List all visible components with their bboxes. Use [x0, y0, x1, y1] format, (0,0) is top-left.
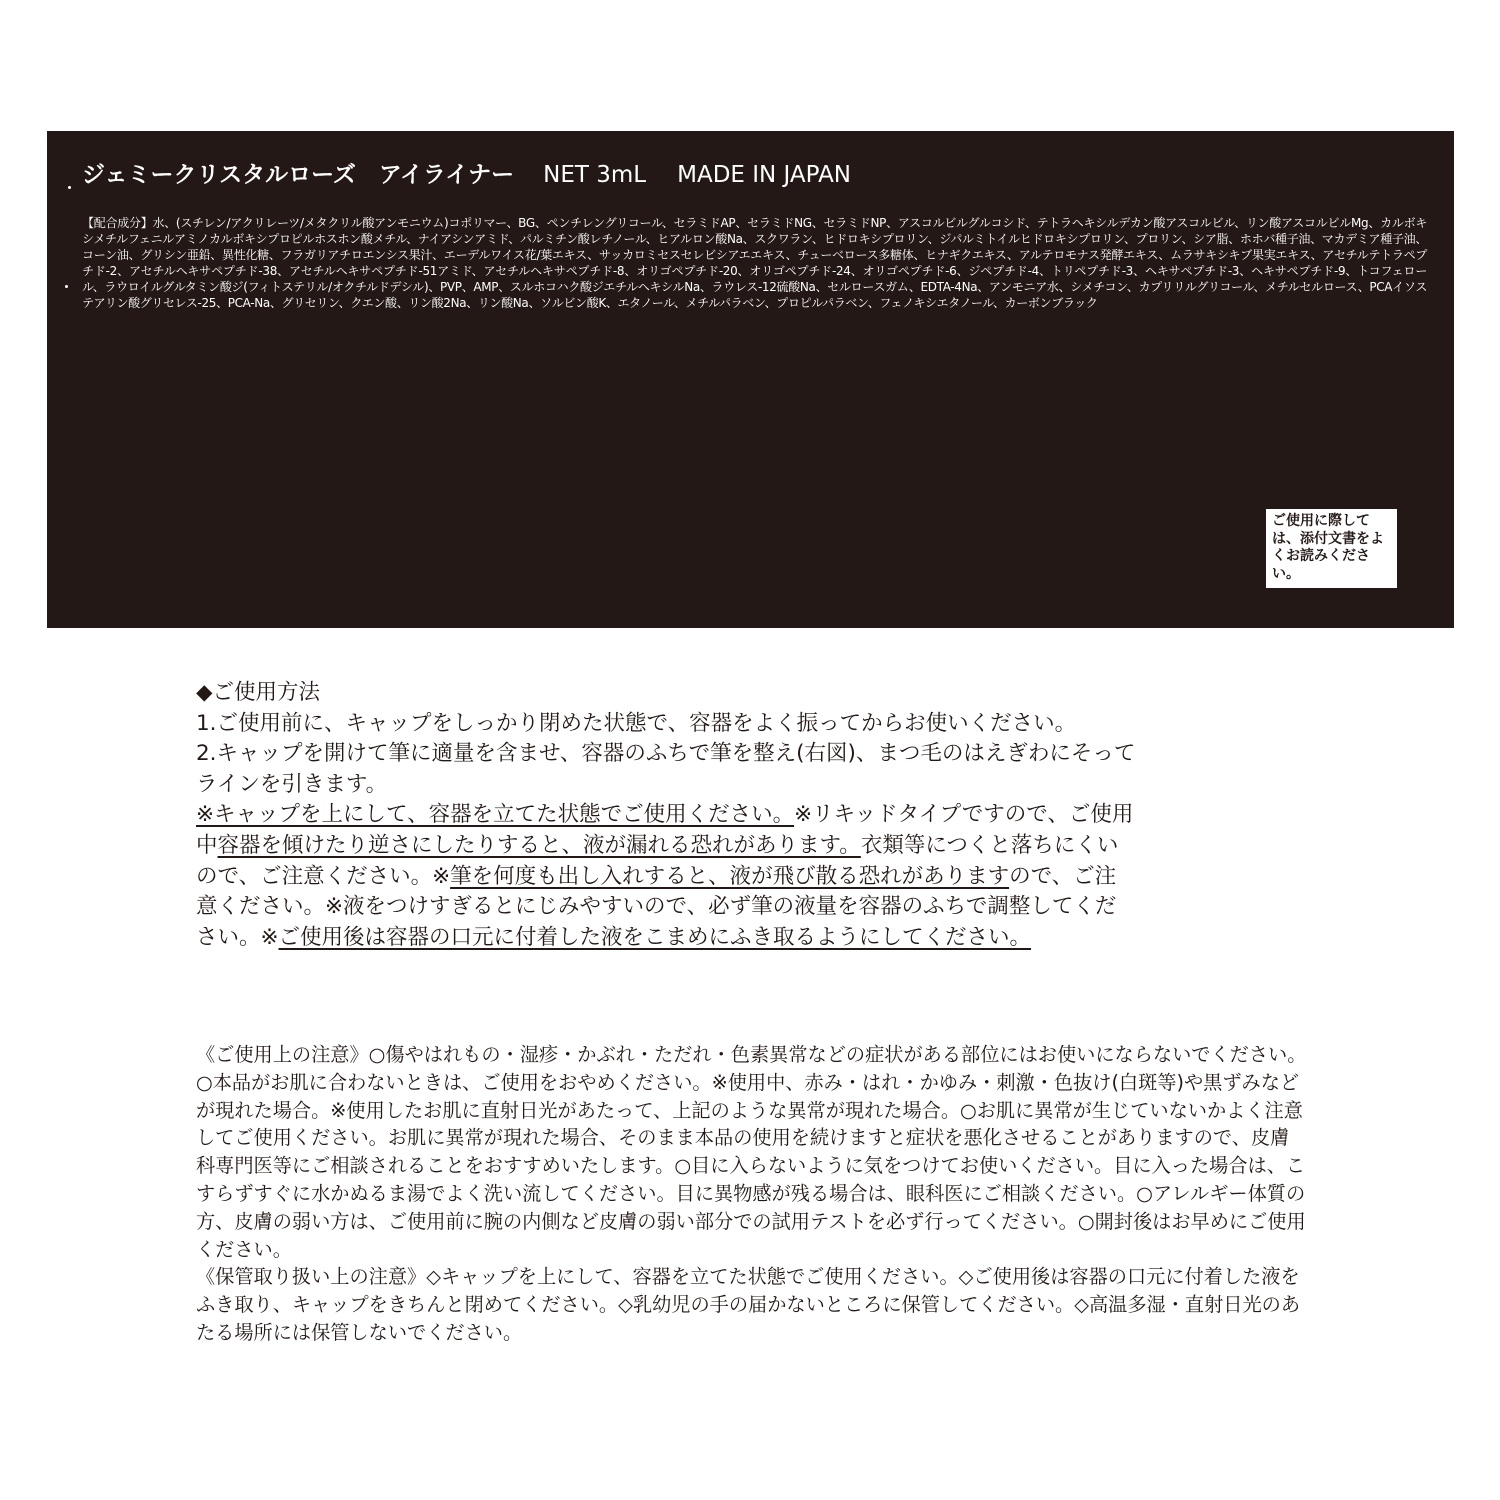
- net-volume: NET 3mL: [543, 162, 647, 188]
- usage-note-careful: ので、ご注意ください。: [196, 863, 1117, 920]
- usage-note-mark: ※: [260, 924, 279, 950]
- caution-section: [196, 1041, 1308, 1347]
- product-title-line: [82, 159, 851, 191]
- usage-note-adjust: ※液をつけすぎるとにじみやすいので、必ず筆の液量を容器のふちで調整してください。: [196, 894, 1117, 950]
- usage-cautions: 《ご使用上の注意》○傷やはれもの・湿疹・かぶれ・ただれ・色素異常などの症状がある部位にはお使いにならないでください。○本品がお肌に合わないときは、ご使用をおやめください。※使用中、赤み・はれ・かゆみ・刺激・色抜け(白斑等)や黒ずみなどが現れた場合。※使用したお肌に直射日光があたって、上記のような異常が現れた場合。○お肌に異常が生じていないかよく注意してご使用ください。お肌に異常が現れた場合、そのまま本品の使用を続けますと症状を悪化させることがありますので、皮膚科専門医等にご相談されることをおすすめいたします。○目に入らないように気をつけてお使いください。目に入った場合は、こすらずすぐに水かぬるま湯でよく洗い流してください。目に異物感が残る場合は、眼科医にご相談ください。○アレルギー体質の方、皮膚の弱い方は、ご使用前に腕の内側など皮膚の弱い部分での試用テストを必ず行ってください。○開封後はお早めにご使用ください。: [196, 1043, 1307, 1261]
- storage-cautions: 《保管取り扱い上の注意》◇キャップを上にして、容器を立てた状態でご使用ください。◇ご使用後は容器の口元に付着した液をふき取り、キャップをきちんと閉めてください。◇乳幼児の手の届かないところに保管してください。◇高温多湿・直射日光のあたる場所には保管しないでください。: [196, 1265, 1301, 1344]
- usage-notes: [196, 800, 1136, 953]
- usage-note-leak-warning: 容器を傾けたり逆さにしたりすると、液が漏れる恐れがあります。: [217, 832, 861, 858]
- country-of-origin: MADE IN JAPAN: [677, 162, 852, 188]
- usage-heading: ◆ご使用方法: [196, 680, 321, 705]
- usage-note-upright: ※キャップを上にして、容器を立てた状態でご使用ください。: [196, 802, 795, 828]
- bullet-dot: [68, 186, 71, 189]
- usage-step-2: 2.キャップを開けて筆に適量を含ませ、容器のふちで筆を整え(右図)、まつ毛のはえぎわにそってラインを引きます。: [196, 741, 1136, 797]
- read-instructions-notice: ご使用に際しては、添付文書をよくお読みください。: [1266, 509, 1397, 588]
- ingredients-list: 【配合成分】水、(スチレン/アクリレーツ/メタクリル酸アンモニウム)コポリマー、BG、ペンチレングリコール、セラミドAP、セラミドNG、セラミドNP、アスコルビルグルコシド、テトラヘキシルデカン酸アスコルビル、リン酸アスコルビルMg、カルボキシメチルフェニルアミノカルボキシプロピルホスホン酸メチル、ナイアシンアミド、パルミチン酸レチノール、ヒアルロン酸Na、スクワラン、ヒドロキシプロリン、ジパルミトイルヒドロキシプロリン、プロリン、シア脂、ホホバ種子油、マカデミア種子油、コーン油、グリシン亜鉛、異性化糖、フラガリアチロエンシス果汁、エーデルワイス花/葉エキス、サッカロミセスセレビシアエエキス、チューベロース多糖体、ヒナギクエキス、アルテロモナス発酵エキス、ムラサキシキブ果実エキス、アセチルテトラペプチド-2、アセチルヘキサペプチド-38、アセチルヘキサペプチド-51アミド、アセチルヘキサペプチド-8、オリゴペプチド-20、オリゴペプチド-24、オリゴペプチド-6、ジペプチド-4、トリペプチド-3、ヘキサペプチド-3、ヘキサペプチド-9、トコフェロール、ラウロイルグルタミン酸ジ(フィトステリル/オクチルドデシル)、PVP、AMP、スルホコハク酸ジエチルヘキシルNa、ラウレス-12硫酸Na、セルロースガム、EDTA-4Na、アンモニア水、シメチコン、カプリリルグリコール、メチルセルロース、PCAイソステアリン酸グリセレス-25、PCA-Na、グリセリン、クエン酸、リン酸2Na、リン酸Na、ソルビン酸K、エタノール、メチルパラベン、プロピルパラベン、フェノキシエタノール、カーボンブラック: [82, 216, 1427, 310]
- usage-instructions: [196, 678, 1136, 953]
- bullet-dot: [65, 285, 68, 288]
- usage-note-clothing: 衣類等につくと落ちにくいので、ご注意ください。: [196, 832, 1119, 889]
- usage-note-wipe: ご使用後は容器の口元に付着した液をこまめにふき取るようにしてください。: [278, 924, 1032, 950]
- product-name: ジェミークリスタルローズ アイライナー: [82, 162, 515, 188]
- usage-note-liquid: ※リキッドタイプですので、ご使用中: [196, 802, 1134, 858]
- usage-step-1: 1.ご使用前に、キャップをしっかり閉めた状態で、容器をよく振ってからお使いください。: [196, 710, 1077, 736]
- product-label-panel: [47, 131, 1454, 628]
- usage-note-mark: ※: [432, 863, 451, 889]
- usage-note-splatter-warning: 筆を何度も出し入れすると、液が飛び散る恐れがあります: [450, 863, 1010, 889]
